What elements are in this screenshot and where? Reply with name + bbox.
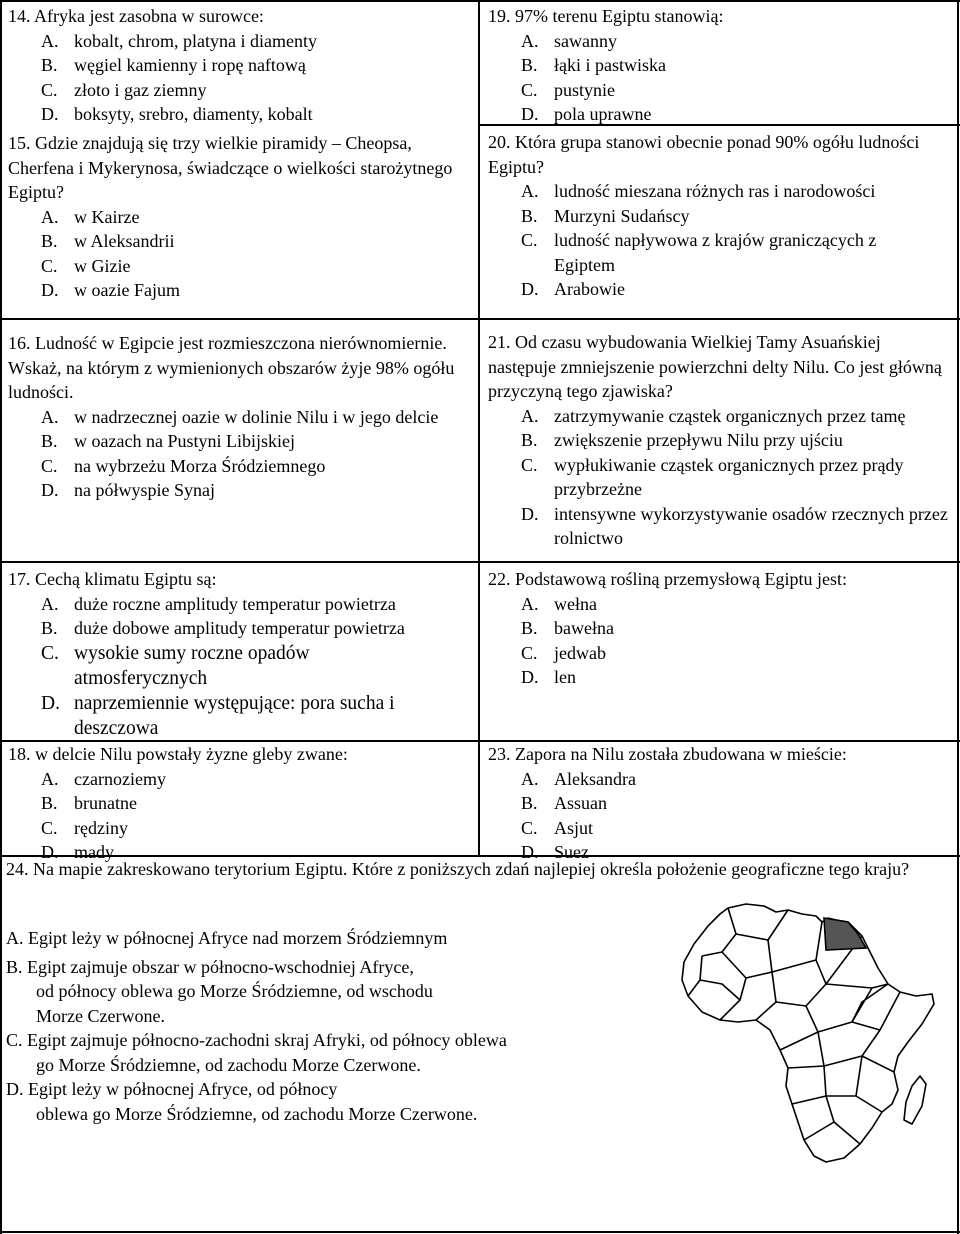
question-20-option-d[interactable]: D. Arabowie — [521, 279, 625, 299]
question-20-text: 20. Która grupa stanowi obecnie ponad 90% ogółu ludności Egiptu? — [488, 132, 920, 177]
question-23-option-d[interactable]: D. Suez — [521, 842, 589, 862]
row-divider-1 — [0, 318, 960, 320]
question-21-option-b[interactable]: B. zwiększenie przepływu Nilu przy ujściu — [521, 430, 843, 450]
question-21-text: 21. Od czasu wybudowania Wielkiej Tamy Asuańskiej następuje zmniejszenie powierzchni delty Nilu. Co jest główną przyczyną tego zjawiska? — [488, 332, 942, 401]
question-21-option-a[interactable]: A. zatrzymywanie cząstek organicznych przez tamę — [521, 405, 906, 426]
question-16 — [8, 331, 470, 503]
question-20-option-b[interactable]: B. Murzyni Sudańscy — [521, 205, 690, 226]
question-24-option-d-line-1: D. Egipt leży w północnej Afryce, od północy — [6, 1079, 338, 1099]
question-24-option-c-line-2: go Morze Śródziemne, od zachodu Morze Czerwone. — [36, 1054, 421, 1075]
question-18 — [8, 742, 473, 865]
question-23 — [488, 742, 948, 865]
question-17 — [8, 567, 473, 741]
question-15-text: 15. Gdzie znajdują się trzy wielkie piramidy – Cheopsa, Cherfena i Mykerynosa, świadczące o wielkości starożytnego Egiptu? — [8, 133, 453, 202]
question-24-option-c[interactable] — [6, 1028, 606, 1077]
question-14 — [8, 4, 473, 127]
question-19-text: 19. 97% terenu Egiptu stanowią: — [488, 6, 724, 26]
question-18-option-c[interactable]: C. rędziny — [41, 817, 128, 838]
question-20-option-a[interactable]: A. ludność mieszana różnych ras i narodowości — [521, 181, 876, 201]
table-border-bottom — [0, 1231, 960, 1233]
question-16-option-d[interactable]: D. na półwyspie Synaj — [41, 480, 215, 500]
question-16-option-a[interactable]: A. w nadrzecznej oazie w dolinie Nilu i w jego delcie — [41, 406, 439, 427]
question-24-option-d[interactable] — [6, 1077, 606, 1126]
question-18-option-d[interactable]: D. mady — [41, 842, 114, 862]
question-15-option-a[interactable]: A. w Kairze — [41, 206, 140, 227]
question-14-option-c[interactable]: C. złoto i gaz ziemny — [41, 79, 207, 100]
question-22-option-d[interactable]: D. len — [521, 667, 576, 687]
question-22 — [488, 567, 948, 690]
question-19 — [488, 4, 948, 127]
table-border-right — [957, 0, 959, 1234]
question-18-option-b[interactable]: B. brunatne — [41, 793, 137, 813]
question-17-option-a[interactable]: A. duże roczne amplitudy temperatur powietrza — [41, 593, 396, 614]
question-15 — [8, 131, 473, 303]
question-16-option-b[interactable]: B. w oazach na Pustyni Libijskiej — [41, 431, 295, 451]
question-24-option-b-line-2: od północy oblewa go Morze Śródziemne, od wschodu — [36, 981, 433, 1001]
question-22-text: 22. Podstawową rośliną przemysłową Egiptu jest: — [488, 569, 847, 589]
question-14-option-b[interactable]: B. węgiel kamienny i ropę naftową — [41, 55, 306, 75]
question-23-option-c[interactable]: C. Asjut — [521, 817, 594, 838]
row-divider-2 — [0, 561, 960, 563]
question-20-option-c[interactable]: C. ludność napływowa z krajów graniczących z Egiptem — [521, 230, 877, 275]
column-divider — [478, 0, 480, 856]
question-14-text: 14. Afryka jest zasobna w surowce: — [8, 6, 264, 26]
question-24-option-a[interactable]: A. Egipt leży w północnej Afryce nad morzem Śródziemnym — [6, 928, 448, 948]
africa-map — [676, 900, 946, 1170]
question-17-text: 17. Cechą klimatu Egiptu są: — [8, 569, 217, 589]
question-16-text: 16. Ludność w Egipcie jest rozmieszczona nierównomiernie. Wskaż, na którym z wymienionych obszarów żyje 98% ogółu ludności. — [8, 333, 455, 402]
table-border-left — [0, 0, 2, 1234]
question-23-text: 23. Zapora na Nilu została zbudowana w mieście: — [488, 744, 847, 764]
madagascar-outline — [904, 1076, 926, 1124]
question-24-option-c-line-1: C. Egipt zajmuje północno-zachodni skraj Afryki, od północy oblewa — [6, 1030, 507, 1050]
question-24-option-b-line-1: B. Egipt zajmuje obszar w północno-wschodniej Afryce, — [6, 956, 414, 977]
question-19-option-b[interactable]: B. łąki i pastwiska — [521, 55, 666, 75]
question-21-option-c[interactable]: C. wypłukiwanie cząstek organicznych przez prądy przybrzeżne — [521, 454, 904, 499]
question-24-option-d-line-2: oblewa go Morze Śródziemne, od zachodu Morze Czerwone. — [36, 1103, 478, 1124]
question-22-option-c[interactable]: C. jedwab — [521, 642, 606, 663]
question-23-option-b[interactable]: B. Assuan — [521, 793, 607, 813]
question-15-option-c[interactable]: C. w Gizie — [41, 255, 131, 276]
question-19-option-a[interactable]: A. sawanny — [521, 30, 617, 51]
question-16-option-c[interactable]: C. na wybrzeżu Morza Śródziemnego — [41, 455, 326, 476]
question-18-option-a[interactable]: A. czarnoziemy — [41, 768, 166, 789]
question-21-option-d[interactable]: D. intensywne wykorzystywanie osadów rzecznych przez rolnictwo — [521, 503, 948, 548]
question-14-option-d[interactable]: D. boksyty, srebro, diamenty, kobalt — [41, 104, 313, 124]
question-18-text: 18. w delcie Nilu powstały żyzne gleby zwane: — [8, 744, 348, 764]
question-17-option-c[interactable]: C. wysokie sumy roczne opadów atmosferycznych — [41, 642, 310, 689]
question-15-option-d[interactable]: D. w oazie Fajum — [41, 280, 180, 300]
question-14-option-a[interactable]: A. kobalt, chrom, platyna i diamenty — [41, 30, 317, 51]
question-17-option-b[interactable]: B. duże dobowe amplitudy temperatur powietrza — [41, 618, 405, 638]
question-24-option-b-line-3: Morze Czerwone. — [36, 1005, 165, 1026]
question-19-option-c[interactable]: C. pustynie — [521, 79, 615, 100]
question-21 — [488, 330, 948, 551]
question-17-option-d[interactable]: D. naprzemiennie występujące: pora sucha i deszczowa — [41, 692, 395, 739]
question-15-option-b[interactable]: B. w Aleksandrii — [41, 231, 175, 251]
question-24-options — [6, 926, 606, 1126]
question-20 — [488, 130, 928, 302]
question-23-option-a[interactable]: A. Aleksandra — [521, 768, 636, 789]
question-22-option-b[interactable]: B. bawełna — [521, 618, 614, 638]
table-border-top — [0, 0, 960, 2]
question-24-text: 24. Na mapie zakreskowano terytorium Egiptu. Które z poniższych zdań najlepiej określa położenie geograficzne tego kraju? — [6, 859, 910, 879]
africa-outline — [682, 904, 934, 1162]
question-24-option-b[interactable] — [6, 955, 606, 1029]
question-19-option-d[interactable]: D. pola uprawne — [521, 104, 652, 124]
question-22-option-a[interactable]: A. wełna — [521, 593, 597, 614]
